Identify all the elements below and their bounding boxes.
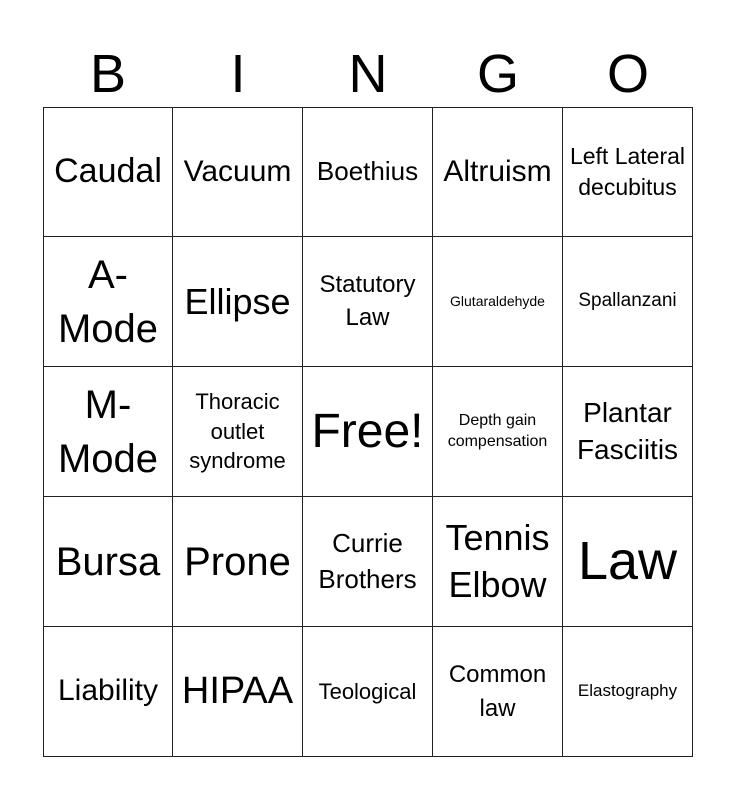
cell-text: HIPAA (181, 669, 294, 712)
free-space-cell[interactable] (303, 367, 433, 497)
bingo-cell-r2c4[interactable] (433, 237, 563, 367)
bingo-cell-r1c3[interactable] (303, 107, 433, 237)
cell-text: A-Mode (57, 252, 159, 351)
cell-text: Currie Brothers (318, 528, 417, 594)
bingo-cell-r5c4[interactable] (433, 627, 563, 757)
cell-text: Glutaraldehyde (450, 293, 545, 310)
bingo-cell-r2c3[interactable] (303, 237, 433, 367)
cell-text: Statutory Law (319, 271, 416, 331)
bingo-cell-r2c5[interactable] (563, 237, 693, 367)
cell-text: Plantar Fasciitis (576, 397, 679, 465)
cell-text: Bursa (55, 539, 161, 584)
bingo-cell-r5c2[interactable] (173, 627, 303, 757)
cell-text: Altruism (443, 154, 552, 188)
cell-text: Spallanzani (578, 290, 677, 312)
bingo-cell-r5c5[interactable] (563, 627, 693, 757)
bingo-cell-r1c1[interactable] (43, 107, 173, 237)
bingo-board (43, 107, 693, 757)
bingo-cell-r4c1[interactable] (43, 497, 173, 627)
cell-text: Prone (184, 539, 291, 584)
bingo-cell-r2c1[interactable] (43, 237, 173, 367)
bingo-cell-r1c5[interactable] (563, 107, 693, 237)
header-letter-g: G (476, 44, 519, 104)
bingo-cell-r4c3[interactable] (303, 497, 433, 627)
cell-text: Liability (57, 674, 159, 708)
cell-text: Teological (318, 678, 417, 704)
bingo-cell-r3c5[interactable] (563, 367, 693, 497)
bingo-cell-r3c4[interactable] (433, 367, 563, 497)
bingo-cell-r5c1[interactable] (43, 627, 173, 757)
cell-text: Free! (311, 404, 424, 458)
cell-text: Tennis Elbow (445, 516, 550, 605)
bingo-cell-r5c3[interactable] (303, 627, 433, 757)
cell-text: Thoracic outlet syndrome (189, 388, 286, 474)
bingo-cell-r4c5[interactable] (563, 497, 693, 627)
bingo-cell-r2c2[interactable] (173, 237, 303, 367)
bingo-cell-r3c1[interactable] (43, 367, 173, 497)
header-letter-b: B (89, 44, 127, 104)
cell-text: M-Mode (57, 382, 159, 481)
cell-text: Caudal (54, 152, 162, 191)
bingo-cell-r1c2[interactable] (173, 107, 303, 237)
bingo-cell-r4c4[interactable] (433, 497, 563, 627)
bingo-cell-r3c2[interactable] (173, 367, 303, 497)
cell-text: Ellipse (184, 280, 291, 322)
bingo-cell-r1c4[interactable] (433, 107, 563, 237)
bingo-cell-r4c2[interactable] (173, 497, 303, 627)
cell-text: Elastography (577, 681, 678, 701)
cell-text: Vacuum (183, 154, 292, 188)
cell-text: Boethius (316, 156, 419, 187)
header-letter-i: I (230, 44, 246, 104)
cell-text: Depth gain compensation (447, 411, 548, 450)
cell-text: Left Lateral decubitus (569, 142, 686, 200)
header-letter-n: N (348, 44, 388, 104)
cell-text: Common law (448, 661, 547, 722)
cell-text: Law (577, 531, 678, 592)
header-letter-o: O (606, 44, 649, 104)
bingo-header (43, 40, 693, 108)
